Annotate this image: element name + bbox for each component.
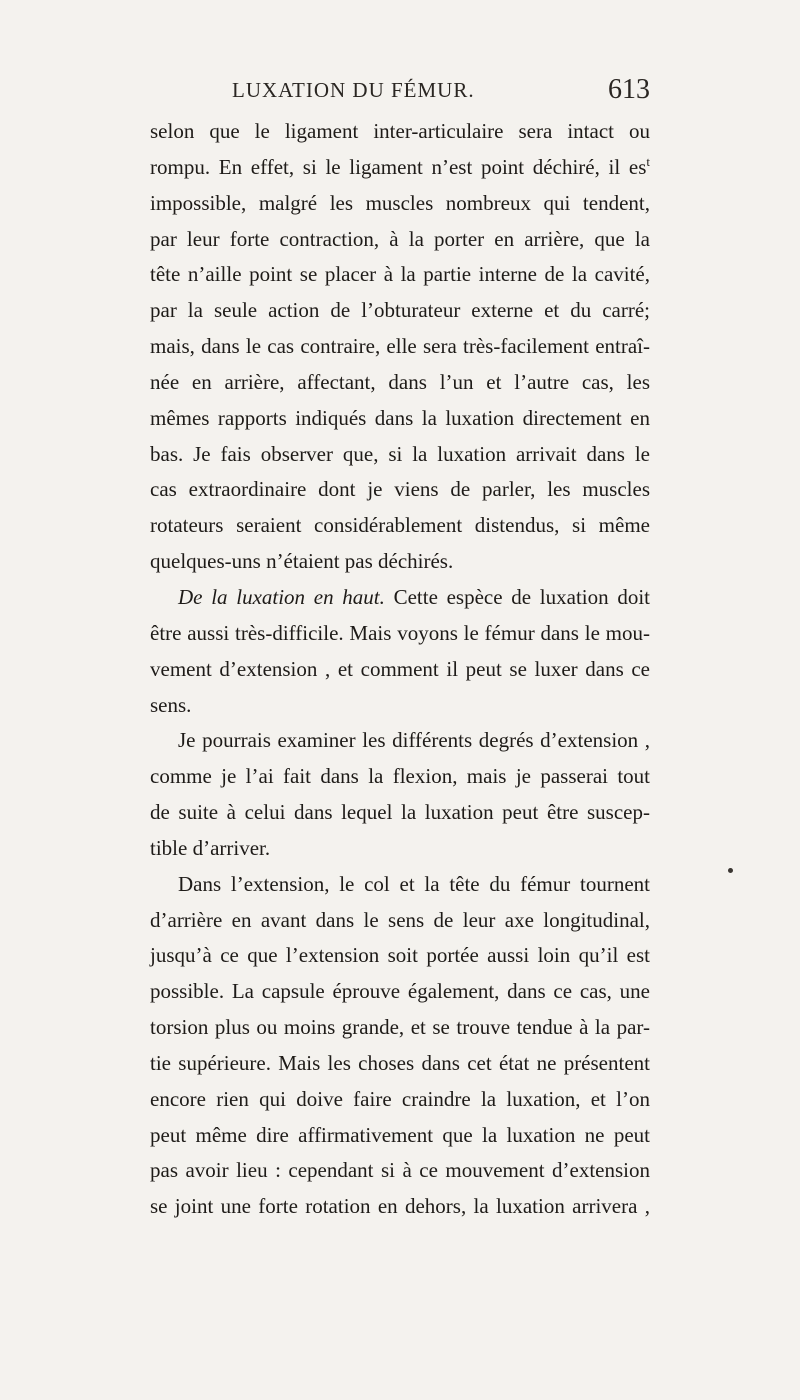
text-line: peut même dire affirmativement que la luxation ne peut [150, 1122, 650, 1147]
body-text [150, 114, 650, 1225]
text-line: sens. [150, 692, 192, 717]
text-line: par la seule action de l’obturateur externe et du carré; [150, 298, 650, 323]
section-heading-line: De la luxation en haut. Cette espèce de luxation doit [178, 584, 650, 609]
text-line: par leur forte contraction, à la porter en arrière, que la [150, 226, 650, 251]
running-head [0, 74, 800, 114]
text-line: mêmes rapports indiqués dans la luxation directement en [150, 405, 650, 430]
text-line: Dans l’extension, le col et la tête du fémur tournent [178, 871, 650, 896]
text-line: être aussi très-difficile. Mais voyons le fémur dans le mou- [150, 620, 650, 645]
text-line: de suite à celui dans lequel la luxation peut être suscep- [150, 800, 650, 825]
text-line: selon que le ligament inter-articulaire sera intact ou [150, 119, 650, 143]
text-line: cas extraordinaire dont je viens de parler, les muscles [150, 477, 650, 502]
running-title: LUXATION DU FÉMUR. [232, 78, 475, 102]
text-line: bas. Je fais observer que, si la luxation arrivait dans le [150, 441, 650, 466]
superscript-mark: t [646, 153, 650, 169]
text-line: quelques-uns n’étaient pas déchirés. [150, 549, 454, 574]
section-heading: De la luxation en haut. [178, 584, 385, 609]
text-line: comme je l’ai fait dans la flexion, mais je passerai tout [150, 764, 650, 789]
text-line: d’arrière en avant dans le sens de leur axe longitudinal, [150, 907, 650, 932]
text-line: tête n’aille point se placer à la partie interne de la cavité, [150, 262, 650, 287]
ink-spot [728, 868, 733, 873]
text-line: tie supérieure. Mais les choses dans cet état ne présentent [150, 1050, 650, 1075]
text-line: encore rien qui doive faire craindre la luxation, et l’on [150, 1086, 650, 1111]
text-line: née en arrière, affectant, dans l’un et l’autre cas, les [150, 369, 650, 394]
text-line: se joint une forte rotation en dehors, la luxation arrivera , [150, 1194, 650, 1219]
text-line: possible. La capsule éprouve également, dans ce cas, une [150, 979, 650, 1004]
text-line: rompu. En effet, si le ligament n’est point déchiré, il $es^t$ [150, 153, 650, 179]
text-line: tible d’arriver. [150, 835, 271, 860]
text-line: mais, dans le cas contraire, elle sera très-facilement entraî- [150, 334, 650, 359]
text-line: jusqu’à ce que l’extension soit portée aussi loin qu’il est [150, 943, 650, 968]
text-line: vement d’extension , et comment il peut se luxer dans ce [150, 656, 650, 681]
text-line: impossible, malgré les muscles nombreux qui tendent, [150, 190, 650, 215]
text-line: torsion plus ou moins grande, et se trouve tendue à la par- [150, 1015, 650, 1040]
text-line: pas avoir lieu : cependant si à ce mouvement d’extension [150, 1158, 650, 1183]
text-line: Je pourrais examiner les différents degrés d’extension , [178, 728, 650, 753]
page-number: 613 [608, 74, 650, 105]
text-line: rotateurs seraient considérablement distendus, si même [150, 513, 650, 538]
